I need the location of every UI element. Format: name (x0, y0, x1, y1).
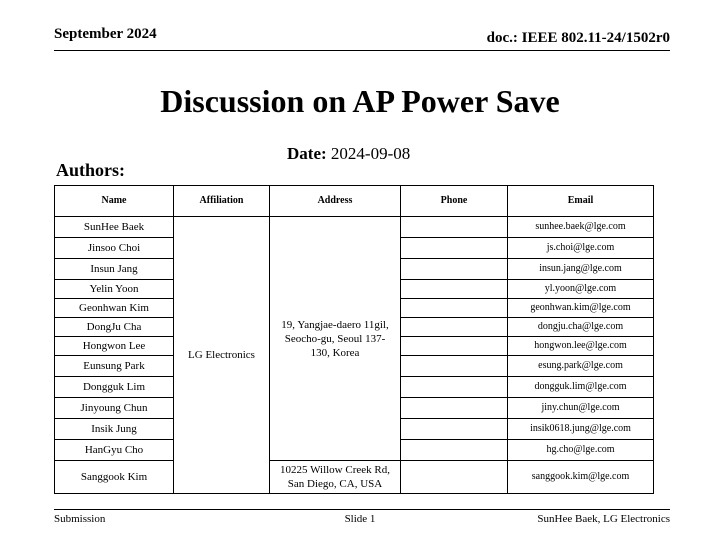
author-email: esung.park@lge.com (508, 356, 654, 377)
author-name: Sanggook Kim (55, 461, 174, 494)
author-email: dongguk.lim@lge.com (508, 377, 654, 398)
author-name: SunHee Baek (55, 217, 174, 238)
authors-label: Authors: (56, 160, 126, 180)
author-email: geonhwan.kim@lge.com (508, 299, 654, 318)
author-email: js.choi@lge.com (508, 238, 654, 259)
footer-submission: Submission (54, 513, 106, 525)
author-name: Jinyoung Chun (55, 398, 174, 419)
phone-cell (401, 217, 508, 238)
author-name: Insun Jang (55, 259, 174, 280)
phone-cell (401, 419, 508, 440)
table-row (55, 461, 654, 494)
author-name: DongJu Cha (55, 318, 174, 337)
phone-cell (401, 377, 508, 398)
author-name: Eunsung Park (55, 356, 174, 377)
author-email: hg.cho@lge.com (508, 440, 654, 461)
phone-cell (401, 299, 508, 318)
header-date: September 2024 (54, 26, 157, 42)
author-name: HanGyu Cho (55, 440, 174, 461)
col-header-phone: Phone (401, 186, 508, 217)
footer-slide-number: Slide 1 (344, 513, 376, 525)
author-email: insun.jang@lge.com (508, 259, 654, 280)
author-name: Yelin Yoon (55, 280, 174, 299)
date-value: 2024-09-08 (330, 144, 411, 163)
col-header-affiliation: Affiliation (174, 186, 270, 217)
phone-cell (401, 238, 508, 259)
affiliation-cell: LG Electronics (174, 217, 270, 494)
phone-cell (401, 337, 508, 356)
author-email: sunhee.baek@lge.com (508, 217, 654, 238)
author-email: yl.yoon@lge.com (508, 280, 654, 299)
table-row (55, 217, 654, 238)
footer-divider (54, 509, 670, 510)
author-name: Jinsoo Choi (55, 238, 174, 259)
phone-cell (401, 356, 508, 377)
phone-cell (401, 318, 508, 337)
author-email: dongju.cha@lge.com (508, 318, 654, 337)
author-email: sanggook.kim@lge.com (508, 461, 654, 494)
address-korea-cell: 19, Yangjae-daero 11gil, Seocho-gu, Seoul 137-130, Korea (270, 217, 401, 461)
col-header-email: Email (508, 186, 654, 217)
author-name: Hongwon Lee (55, 337, 174, 356)
author-email: hongwon.lee@lge.com (508, 337, 654, 356)
phone-cell (401, 280, 508, 299)
date-label: Date: (287, 144, 327, 163)
col-header-name: Name (55, 186, 174, 217)
table-header-row (55, 186, 654, 217)
phone-cell (401, 398, 508, 419)
phone-cell (401, 259, 508, 280)
author-email: jiny.chun@lge.com (508, 398, 654, 419)
header-doc-id: doc.: IEEE 802.11-24/1502r0 (486, 30, 670, 46)
col-header-address: Address (270, 186, 401, 217)
author-name: Geonhwan Kim (55, 299, 174, 318)
header-divider (54, 50, 670, 51)
author-name: Dongguk Lim (55, 377, 174, 398)
author-email: insik0618.jung@lge.com (508, 419, 654, 440)
phone-cell (401, 440, 508, 461)
footer-author: SunHee Baek, LG Electronics (537, 513, 670, 525)
phone-cell (401, 461, 508, 494)
authors-table (54, 185, 654, 494)
date-line (287, 144, 410, 164)
address-usa-cell: 10225 Willow Creek Rd, San Diego, CA, USA (270, 461, 401, 494)
slide-title: Discussion on AP Power Save (160, 83, 560, 119)
author-name: Insik Jung (55, 419, 174, 440)
